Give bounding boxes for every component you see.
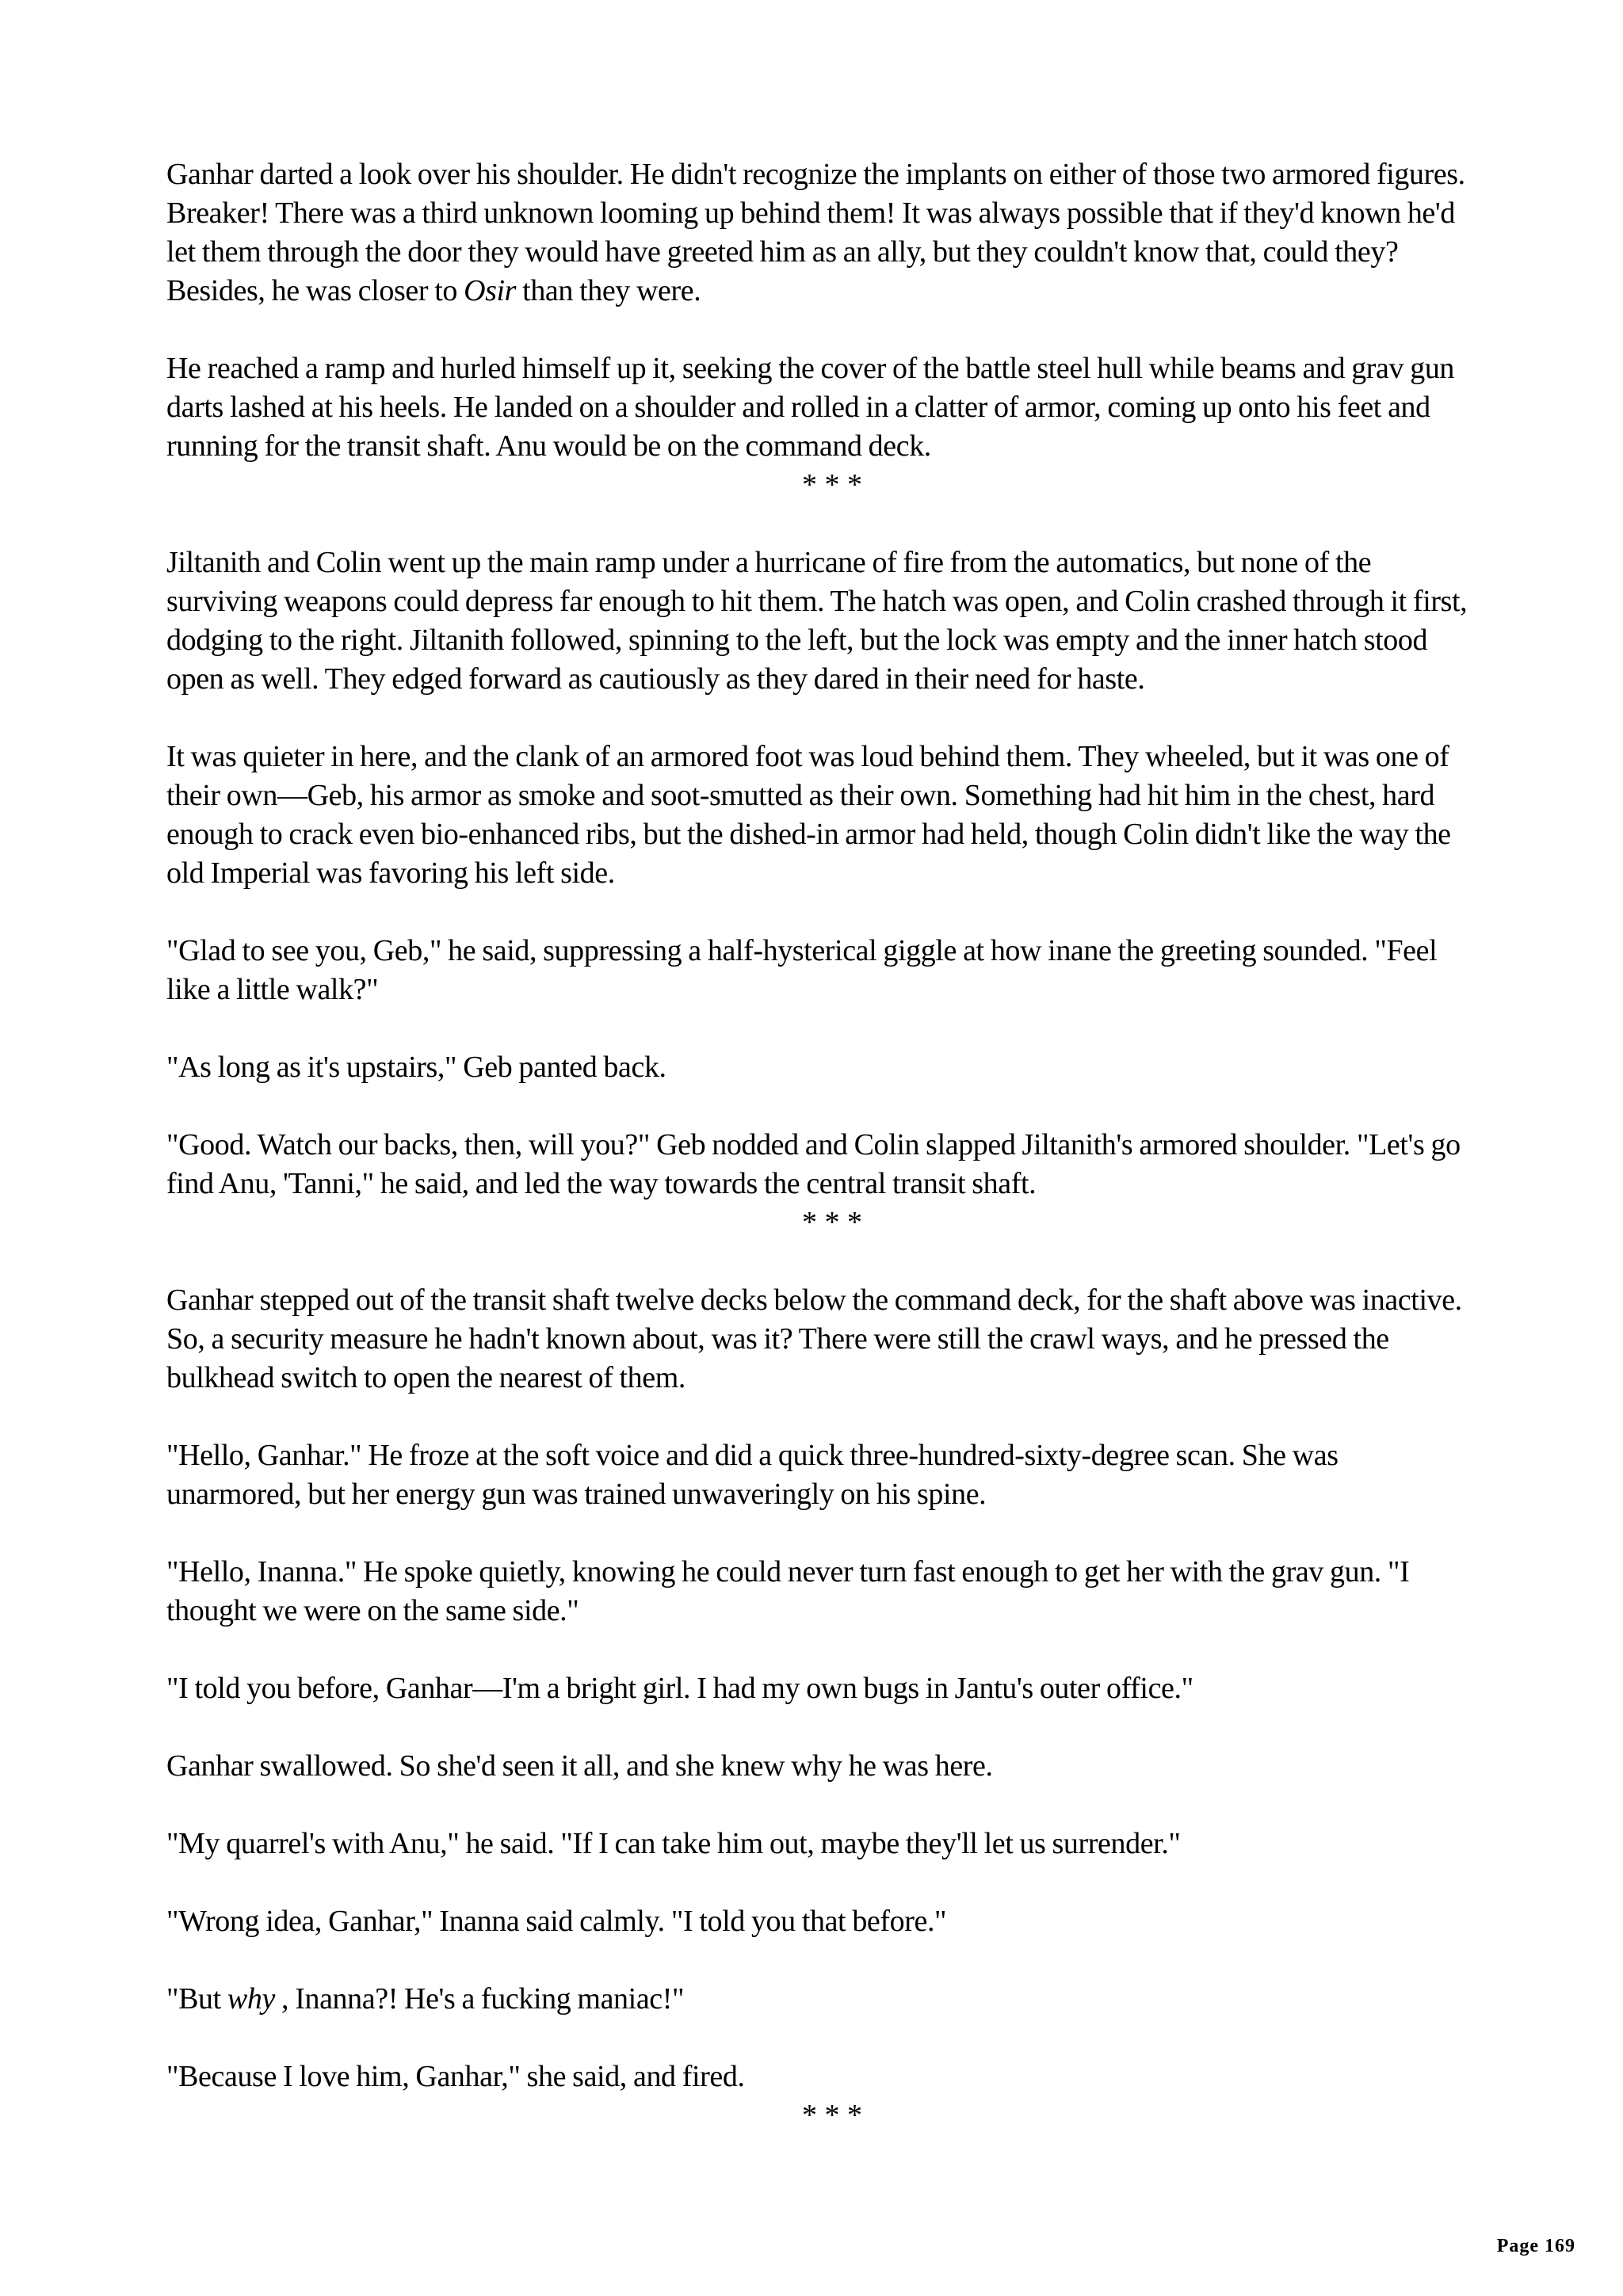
paragraph: "My quarrel's with Anu," he said. "If I can take him out, maybe they'll let us surrender.": [166, 1827, 1181, 1860]
paragraph: "Good. Watch our backs, then, will you?" Geb nodded and Colin slapped Jiltanith's armored shoulder. "Let's go find Anu, 'Tanni," he said, and led the way towards the central transit shaft.: [166, 1128, 1461, 1200]
paragraph: Jiltanith and Colin went up the main ramp under a hurricane of fire from the automatics, but none of the surviving weapons could depress far enough to hit them. The hatch was open, and Colin crashed through it first, dodging to the right. Jiltanith followed, spinning to the left, but the lock was empty and the inner hatch stood open as well. They edged forward as cautiously as they dared in their need for haste.: [166, 546, 1468, 696]
paragraph: Ganhar darted a look over his shoulder. He didn't recognize the implants on either of those two armored figures. Breaker! There was a third unknown looming up behind them! It was always possible that if they'd known he'd let them through the door they would have greeted him as an ally, but they couldn't know that, could they? Besides, he was closer to Osir than they were.: [166, 158, 1465, 307]
paragraph: "Glad to see you, Geb," he said, suppressing a half-hysterical giggle at how inane the greeting sounded. "Feel like a little walk?": [166, 934, 1438, 1006]
page-body: [166, 155, 1474, 2174]
paragraph: It was quieter in here, and the clank of an armored foot was loud behind them. They wheeled, but it was one of their own—Geb, his armor as smoke and soot-smutted as their own. Something had hit him in the chest, hard enough to crack even bio-enhanced ribs, but the dished-in armor had held, though Colin didn't like the way the old Imperial was favoring his left side.: [166, 740, 1451, 890]
paragraph: He reached a ramp and hurled himself up it, seeking the cover of the battle steel hull while beams and grav gun darts lashed at his heels. He landed on a shoulder and rolled in a clatter of armor, coming up onto his feet and running for the transit shaft. Anu would be on the command deck.: [166, 352, 1455, 463]
paragraph: "But why , Inanna?! He's a fucking maniac!": [166, 1982, 685, 2016]
page-number: Page 169: [1496, 2236, 1575, 2256]
paragraph: Ganhar swallowed. So she'd seen it all, and she knew why he was here.: [166, 1749, 993, 1783]
paragraph: "Wrong idea, Ganhar," Inanna said calmly. "I told you that before.": [166, 1905, 947, 1938]
paragraph: "As long as it's upstairs," Geb panted back.: [166, 1051, 666, 1084]
paragraph: "I told you before, Ganhar—I'm a bright girl. I had my own bugs in Jantu's outer office.": [166, 1672, 1193, 1705]
scene-break: * * *: [802, 2099, 862, 2132]
paragraph: "Hello, Inanna." He spoke quietly, knowing he could never turn fast enough to get her with the grav gun. "I thought we were on the same side.": [166, 1555, 1410, 1627]
paragraph: "Because I love him, Ganhar," she said, and fired.: [166, 2060, 745, 2093]
scene-break: * * *: [802, 1206, 862, 1239]
paragraph: Ganhar stepped out of the transit shaft twelve decks below the command deck, for the shaft above was inactive. So, a security measure he hadn't known about, was it? There were still the crawl ways, and he pressed the bulkhead switch to open the nearest of them.: [166, 1283, 1462, 1394]
scene-break: * * *: [802, 468, 862, 502]
paragraph: "Hello, Ganhar." He froze at the soft voice and did a quick three-hundred-sixty-degree scan. She was unarmored, but her energy gun was trained unwaveringly on his spine.: [166, 1439, 1338, 1511]
